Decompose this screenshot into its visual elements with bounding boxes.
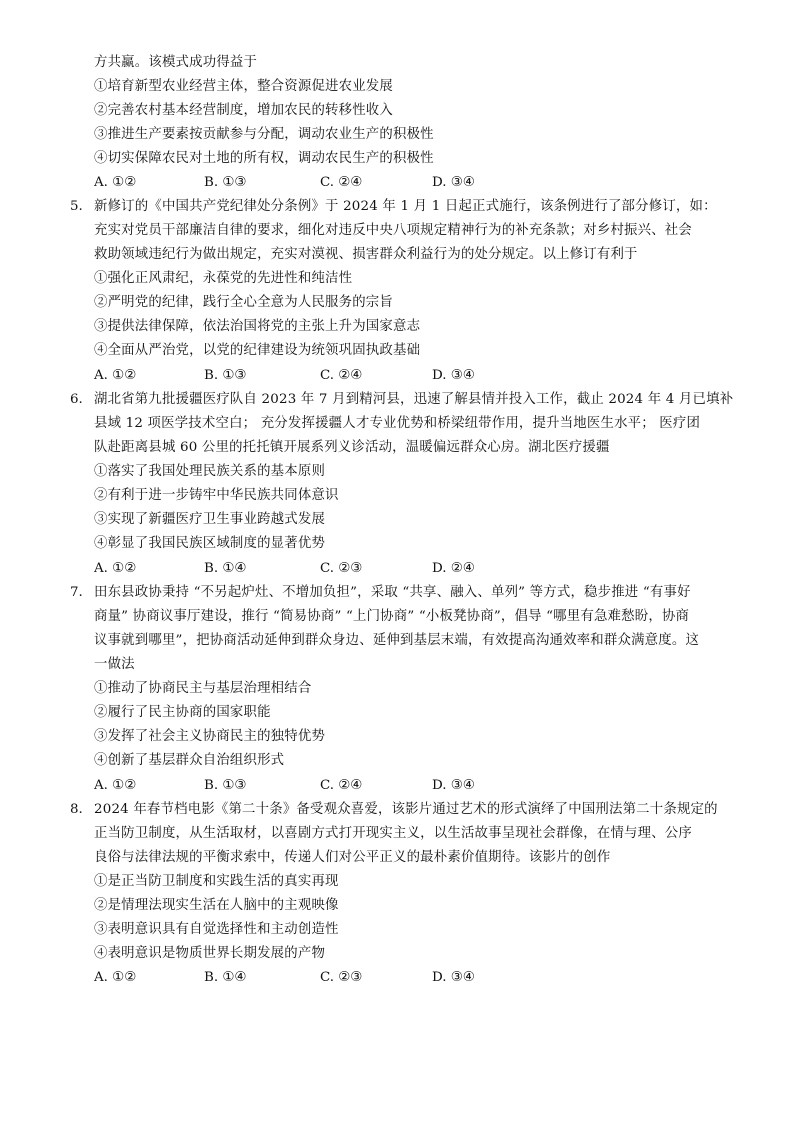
- q6-stem-line-3: 队赴距离县城 60 公里的托托镇开展系列义诊活动，温暖偏远群众心房。湖北医疗援疆: [94, 440, 610, 455]
- q7-option-c[interactable]: C. ②④: [320, 778, 363, 793]
- q5-item-3: ③提供法律保障，依法治国将党的主张上升为国家意志: [94, 319, 421, 334]
- q7-item-2: ②履行了民主协商的国家职能: [94, 705, 271, 720]
- q7-option-d[interactable]: D. ③④: [432, 778, 475, 793]
- q8-option-a[interactable]: A. ①②: [94, 970, 137, 985]
- intro-stem-line: 方共赢。该模式成功得益于: [94, 55, 258, 70]
- q7-item-1: ①推动了协商民主与基层治理相结合: [94, 681, 312, 696]
- q6-stem-line-1: 湖北省第九批援疆医疗队自 2023 年 7 月到精河县，迅速了解县情并投入工作，截止 2024 年 4 月已填补: [94, 392, 734, 407]
- q5-option-c[interactable]: C. ②④: [320, 368, 363, 383]
- q5-option-a[interactable]: A. ①②: [94, 368, 137, 383]
- q5-number: 5.: [70, 199, 83, 214]
- q6-stem-line-2: 县域 12 项医学技术空白； 充分发挥援疆人才专业优势和桥梁纽带作用，提升当地医生水平； 医疗团: [94, 416, 701, 431]
- q7-item-3: ③发挥了社会主义协商民主的独特优势: [94, 729, 326, 744]
- q8-option-b[interactable]: B. ①④: [204, 970, 247, 985]
- intro-option-c[interactable]: C. ②④: [320, 175, 363, 190]
- q8-number: 8.: [70, 802, 83, 817]
- intro-option-d[interactable]: D. ③④: [432, 175, 475, 190]
- q6-item-2: ②有利于进一步铸牢中华民族共同体意识: [94, 488, 339, 503]
- q5-item-4: ④全面从严治党，以党的纪律建设为统领巩固执政基础: [94, 343, 421, 358]
- q8-option-c[interactable]: C. ②③: [320, 970, 363, 985]
- q5-item-1: ①强化正风肃纪，永葆党的先进性和纯洁性: [94, 271, 353, 286]
- q5-stem-line-3: 救助领域违纪行为做出规定，充实对漠视、损害群众利益行为的处分规定。以上修订有利于: [94, 247, 638, 262]
- intro-item-2: ②完善农村基本经营制度，增加农民的转移性收入: [94, 103, 393, 118]
- q6-number: 6.: [70, 392, 83, 407]
- intro-item-3: ③推进生产要素按贡献参与分配，调动农业生产的积极性: [94, 127, 434, 142]
- intro-option-b[interactable]: B. ①③: [204, 175, 247, 190]
- q7-option-b[interactable]: B. ①③: [204, 778, 247, 793]
- q8-item-2: ②是情理法现实生活在人脑中的主观映像: [94, 898, 339, 913]
- q6-item-3: ③实现了新疆医疗卫生事业跨越式发展: [94, 512, 326, 527]
- q5-stem-line-1: 新修订的《中国共产党纪律处分条例》于 2024 年 1 月 1 日起正式施行，该条例进行了部分修订，如：: [94, 199, 717, 214]
- q8-stem-line-3: 良俗与法律法规的平衡求索中，传递人们对公平正义的最朴素价值期待。该影片的创作: [94, 850, 611, 865]
- q7-stem-line-1: 田东县政协秉持 “不另起炉灶、不增加负担”，采取 “共享、融入、单列” 等方式，稳步推进 “有事好: [94, 585, 691, 600]
- q6-option-d[interactable]: D. ②④: [432, 561, 475, 576]
- q6-item-4: ④彰显了我国民族区域制度的显著优势: [94, 536, 326, 551]
- q8-option-d[interactable]: D. ③④: [432, 970, 475, 985]
- q8-stem-line-1: 2024 年春节档电影《第二十条》备受观众喜爱，该影片通过艺术的形式演绎了中国刑法第二十条规定的: [94, 802, 718, 817]
- q7-stem-line-3: 议事就到哪里”，把协商活动延伸到群众身边、延伸到基层末端，有效提高沟通效率和群众满意度。这: [94, 633, 700, 648]
- q6-item-1: ①落实了我国处理民族关系的基本原则: [94, 464, 326, 479]
- q5-stem-line-2: 充实对党员干部廉洁自律的要求，细化对违反中央八项规定精神行为的补充条款；对乡村振兴、社会: [94, 223, 692, 238]
- intro-item-1: ①培育新型农业经营主体，整合资源促进农业发展: [94, 79, 393, 94]
- intro-option-a[interactable]: A. ①②: [94, 175, 137, 190]
- q8-stem-line-2: 正当防卫制度，从生活取材，以喜剧方式打开现实主义，以生活故事呈现社会群像，在情与理、公序: [94, 826, 692, 841]
- q7-number: 7.: [70, 585, 83, 600]
- q6-option-c[interactable]: C. ②③: [320, 561, 363, 576]
- q5-option-b[interactable]: B. ①③: [204, 368, 247, 383]
- q8-item-3: ③表明意识具有自觉选择性和主动创造性: [94, 922, 339, 937]
- q7-item-4: ④创新了基层群众自治组织形式: [94, 753, 285, 768]
- q5-item-2: ②严明党的纪律，践行全心全意为人民服务的宗旨: [94, 295, 393, 310]
- q7-option-a[interactable]: A. ①②: [94, 778, 137, 793]
- q5-option-d[interactable]: D. ③④: [432, 368, 475, 383]
- intro-item-4: ④切实保障农民对土地的所有权，调动农民生产的积极性: [94, 151, 434, 166]
- q6-option-b[interactable]: B. ①④: [204, 561, 247, 576]
- q8-item-4: ④表明意识是物质世界长期发展的产物: [94, 946, 326, 961]
- q7-stem-line-2: 商量” 协商议事厅建设，推行 “简易协商” “上门协商” “小板凳协商”，倡导 “哪里有急难愁盼，协商: [94, 609, 690, 624]
- q8-item-1: ①是正当防卫制度和实践生活的真实再现: [94, 874, 339, 889]
- q6-option-a[interactable]: A. ①②: [94, 561, 137, 576]
- q7-stem-line-4: 一做法: [94, 657, 135, 672]
